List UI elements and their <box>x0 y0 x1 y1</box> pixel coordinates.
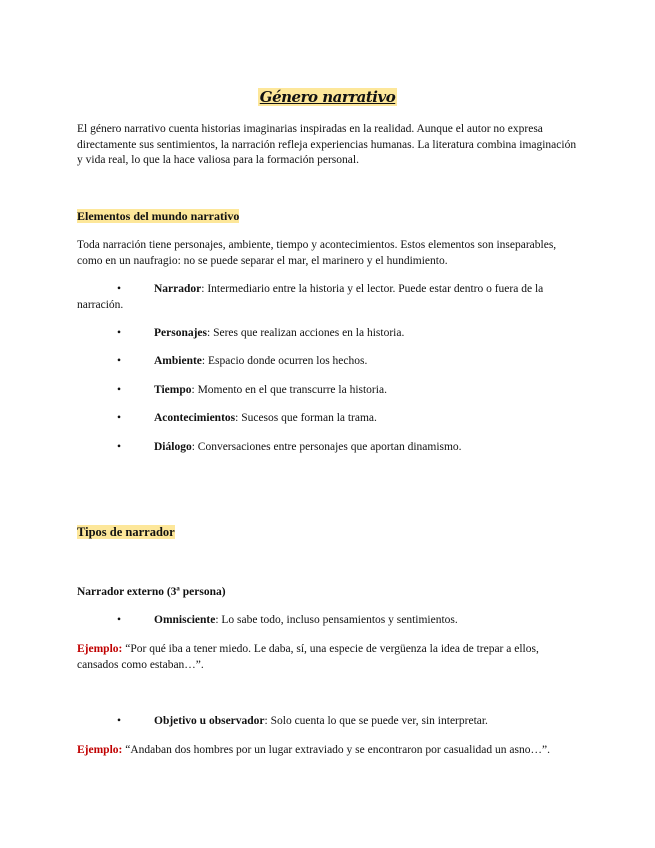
subheading-external-narrator <box>77 585 577 601</box>
list-item-term: Ambiente <box>154 355 202 367</box>
list-item-desc: : Solo cuenta lo que se puede ver, sin interpretar. <box>264 715 488 727</box>
list-item-term: Personajes <box>154 327 208 339</box>
section-heading-elements <box>77 209 577 226</box>
list-item-term: Narrador <box>154 283 202 295</box>
bullet-icon: • <box>117 614 122 626</box>
bullet-icon: • <box>117 283 122 295</box>
list-item-desc: : Espacio donde ocurren los hechos. <box>201 355 368 367</box>
list-item-term: Omnisciente <box>154 614 216 626</box>
list-item <box>77 383 577 399</box>
bullet-icon: • <box>117 715 122 727</box>
subheading-external-narrator-text: Narrador externo (3ª persona) <box>77 586 226 598</box>
bullet-icon: • <box>117 384 122 396</box>
section-heading-narrator-types-text: Tipos de narrador <box>77 525 175 539</box>
example-paragraph <box>77 743 577 759</box>
bullet-icon: • <box>117 412 122 424</box>
list-item <box>77 613 577 629</box>
title-container <box>0 88 655 107</box>
example-label: Ejemplo: <box>77 744 123 756</box>
example-paragraph <box>77 642 577 673</box>
list-item-desc: : Sucesos que forman la trama. <box>235 412 377 424</box>
list-item <box>77 326 577 342</box>
list-item <box>77 411 577 427</box>
section-heading-elements-text: Elementos del mundo narrativo <box>77 209 240 223</box>
list-item-desc: : Lo sabe todo, incluso pensamientos y sentimientos. <box>215 614 458 626</box>
list-item <box>77 282 577 313</box>
section-heading-narrator-types <box>77 525 577 542</box>
list-item-desc: : Conversaciones entre personajes que aportan dinamismo. <box>191 441 462 453</box>
example-text: “Por qué iba a tener miedo. Le daba, sí, una especie de vergüenza la idea de trepar a ellos, cansados como estaban…”. <box>77 643 539 671</box>
list-item-desc: : Momento en el que transcurre la historia. <box>191 384 387 396</box>
page-title: Género narrativo <box>259 88 396 106</box>
list-item-term: Acontecimientos <box>154 412 236 424</box>
list-item-desc: : Intermediario entre la historia y el lector. Puede estar dentro o fuera de la narración. <box>77 283 544 311</box>
bullet-icon: • <box>117 355 122 367</box>
list-item-term: Objetivo u observador <box>154 715 265 727</box>
list-item <box>77 714 577 730</box>
list-item <box>77 440 577 456</box>
bullet-icon: • <box>117 327 122 339</box>
list-item <box>77 354 577 370</box>
intro-paragraph: El género narrativo cuenta historias imaginarias inspiradas en la realidad. Aunque el autor no expresa directamente sus sentimientos, la narración refleja experiencias humanas. La literatura combina imaginación y vida real, lo que la hace valiosa para la formación personal. <box>77 123 577 166</box>
list-item-term: Diálogo <box>154 441 192 453</box>
bullet-icon: • <box>117 441 122 453</box>
elements-paragraph: Toda narración tiene personajes, ambiente, tiempo y acontecimientos. Estos elementos son inseparables, como en un naufragio: no se puede separar el mar, el marinero y el hundimiento. <box>77 239 557 267</box>
example-text: “Andaban dos hombres por un lugar extraviado y se encontraron por casualidad un asno…”. <box>122 744 550 756</box>
list-item-desc: : Seres que realizan acciones en la historia. <box>207 327 405 339</box>
example-label: Ejemplo: <box>77 643 123 655</box>
list-item-term: Tiempo <box>154 384 192 396</box>
